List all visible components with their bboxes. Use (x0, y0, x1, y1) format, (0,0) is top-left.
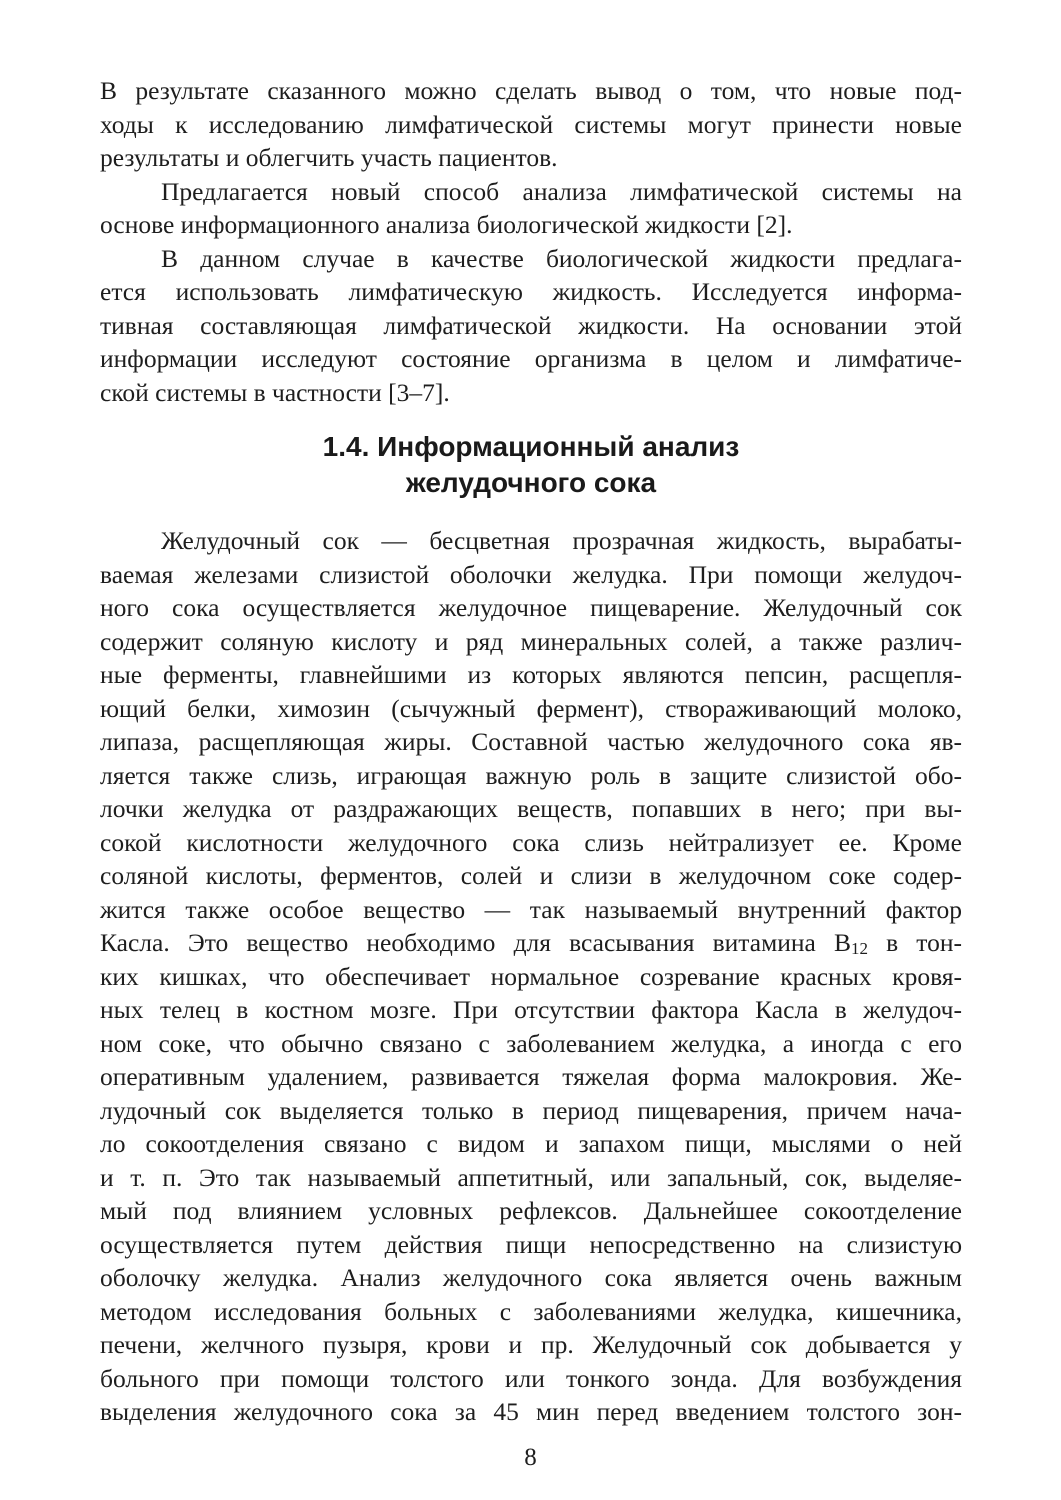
body-paragraph (100, 524, 962, 1429)
intro-paragraph-1 (100, 74, 962, 175)
text-line-with-subscript (100, 926, 962, 960)
text-line: ской системы в частности [3–7]. (100, 377, 450, 407)
text-line: Предлагается новый способ анализа лимфатической системы на (161, 176, 962, 206)
text-line: печени, желчного пузыря, крови и пр. Желудочный сок добывается у (100, 1330, 962, 1359)
page-content (100, 74, 962, 1429)
text-line: ких кишках, что обеспечивает нормальное созревание красных кровя- (100, 961, 962, 991)
text-line: информации исследуют состояние организма в целом и лимфатиче- (100, 344, 962, 373)
page-number: 8 (524, 1444, 537, 1471)
text-line: липаза, расщепляющая жиры. Составной частью желудочного сока яв- (100, 727, 962, 756)
text-line: ходы к исследованию лимфатической системы могут принести новые (100, 109, 962, 139)
text-line: ные ферменты, главнейшими из которых являются пепсин, расщепля- (100, 660, 962, 689)
text-line: и т. п. Это так называемый аппетитный, или запальный, сок, выделяе- (100, 1162, 962, 1192)
text-line: ляется также слизь, играющая важную роль в защите слизистой обо- (100, 760, 962, 790)
text-line: соляной кислоты, ферментов, солей и слизи в желудочном соке содер- (100, 861, 962, 890)
text-line: оболочку желудка. Анализ желудочного сока является очень важным (100, 1263, 962, 1292)
section-heading-line: 1.4. Информационный анализ (322, 431, 740, 462)
text-line: сокой кислотности желудочного сока слизь нейтрализует ее. Кроме (100, 827, 962, 857)
text-line: выделения желудочного сока за 45 мин перед введением толстого зон- (100, 1397, 962, 1426)
text-line: лудочный сок выделяется только в период пищеварения, причем нача- (100, 1095, 962, 1125)
text-line: ло сокоотделения связано с видом и запахом пищи, мыслями о ней (100, 1129, 962, 1158)
section-heading-line: желудочного сока (405, 467, 657, 498)
text-line: тивная составляющая лимфатической жидкости. На основании этой (100, 310, 962, 340)
text-line: жится также особое вещество — так называемый внутренний фактор (100, 894, 962, 924)
text-line: Желудочный сок — бесцветная прозрачная жидкость, вырабаты- (161, 526, 962, 555)
text-line: содержит соляную кислоту и ряд минеральных солей, а также различ- (100, 626, 962, 656)
text-segment: Касла. Это вещество необходимо для всасывания витамина B (100, 928, 851, 957)
text-line: ется использовать лимфатическую жидкость. Исследуется информа- (100, 277, 962, 306)
text-line: основе информационного анализа биологической жидкости [2]. (100, 210, 793, 239)
text-line: ющий белки, химозин (сычужный фермент), створаживающий молоко, (100, 693, 962, 723)
subscript: 12 (850, 939, 868, 958)
text-line: ного сока осуществляется желудочное пищеварение. Желудочный сок (100, 593, 962, 622)
text-line: В данном случае в качестве биологической жидкости предлага- (161, 243, 962, 273)
text-line: больного при помощи толстого или тонкого зонда. Для возбуждения (100, 1363, 962, 1393)
text-line: ных телец в костном мозге. При отсутствии фактора Касла в желудоч- (100, 995, 962, 1024)
intro-paragraph-3 (100, 242, 962, 410)
text-line: ном соке, что обычно связано с заболеванием желудка, а иногда с его (100, 1028, 962, 1058)
text-line: мый под влиянием условных рефлексов. Дальнейшее сокоотделение (100, 1196, 962, 1225)
text-line: лочки желудка от раздражающих веществ, попавших в него; при вы- (100, 794, 962, 823)
text-segment: в тон- (867, 928, 962, 957)
text-line: В результате сказанного можно сделать вывод о том, что новые под- (100, 76, 962, 105)
intro-paragraph-2 (100, 175, 962, 242)
text-line: методом исследования больных с заболеваниями желудка, кишечника, (100, 1296, 962, 1326)
text-line: оперативным удалением, развивается тяжелая форма малокровия. Же- (100, 1062, 962, 1091)
text-line: ваемая железами слизистой оболочки желудка. При помощи желудоч- (100, 559, 962, 589)
text-line: осуществляется путем действия пищи непосредственно на слизистую (100, 1229, 962, 1259)
section-heading (100, 429, 962, 501)
text-line: результаты и облегчить участь пациентов. (100, 143, 558, 172)
